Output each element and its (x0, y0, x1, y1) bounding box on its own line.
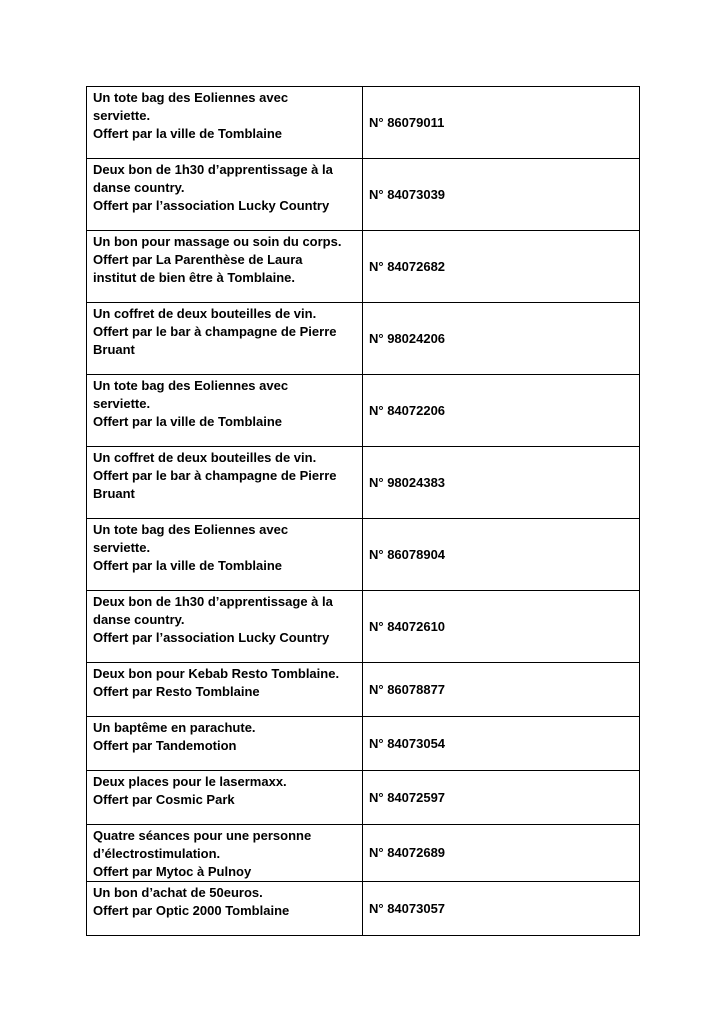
prize-description-cell (87, 717, 363, 771)
prize-description-line: Offert par le bar à champagne de Pierre (93, 324, 337, 339)
prize-description-line: Un baptême en parachute. (93, 720, 256, 735)
prize-description (87, 303, 362, 359)
prize-description (87, 882, 362, 920)
prize-description-line: institut de bien être à Tomblaine. (93, 270, 296, 285)
prize-row (87, 303, 640, 375)
prize-description-cell (87, 771, 363, 825)
prize-description-line: Un coffret de deux bouteilles de vin. (93, 450, 317, 465)
prize-description-cell (87, 825, 363, 882)
prize-description-cell (87, 231, 363, 303)
prize-description (87, 87, 362, 143)
prize-number-cell (363, 375, 640, 447)
prize-table-body (87, 87, 640, 936)
prize-description-line: danse country. (93, 612, 185, 627)
prize-description-cell (87, 447, 363, 519)
prize-number-cell (363, 825, 640, 882)
prize-row (87, 231, 640, 303)
prize-description-line: Deux bon de 1h30 d’apprentissage à la (93, 162, 333, 177)
prize-number-cell (363, 159, 640, 231)
prize-description-line: d’électrostimulation. (93, 846, 221, 861)
prize-description-cell (87, 519, 363, 591)
prize-number-cell (363, 717, 640, 771)
prize-description-line: Un coffret de deux bouteilles de vin. (93, 306, 317, 321)
prize-ticket-number: N° 84072689 (369, 845, 446, 860)
prize-ticket-number: N° 98024206 (369, 330, 446, 346)
prize-description-line: Un bon pour massage ou soin du corps. (93, 234, 342, 249)
prize-ticket-number: N° 86078904 (369, 546, 446, 562)
prize-number-cell (363, 519, 640, 591)
prize-description-line: Deux places pour le lasermaxx. (93, 774, 287, 789)
prize-description-line: Offert par l’association Lucky Country (93, 630, 330, 645)
prize-description-line: Offert par la ville de Tomblaine (93, 558, 283, 573)
prize-description-cell (87, 87, 363, 159)
prize-description-cell (87, 663, 363, 717)
prize-row (87, 717, 640, 771)
prize-description-line: Un tote bag des Eoliennes avec (93, 378, 289, 393)
prize-number-cell (363, 771, 640, 825)
prize-number-cell (363, 87, 640, 159)
prize-number-cell (363, 447, 640, 519)
prize-number-cell (363, 231, 640, 303)
prize-row (87, 447, 640, 519)
prize-description-line: Un bon d’achat de 50euros. (93, 885, 263, 900)
prize-description (87, 375, 362, 431)
prize-description (87, 591, 362, 647)
prize-description-line: Un tote bag des Eoliennes avec (93, 522, 289, 537)
prize-description-line: serviette. (93, 540, 151, 555)
prize-description-line: serviette. (93, 396, 151, 411)
prize-description-line: Quatre séances pour une personne (93, 828, 312, 843)
prize-row (87, 591, 640, 663)
prize-description-cell (87, 303, 363, 375)
prize-ticket-number: N° 84073054 (369, 735, 446, 751)
prize-description (87, 159, 362, 215)
prize-description-line: Offert par l’association Lucky Country (93, 198, 330, 213)
prize-description-line: Offert par Cosmic Park (93, 792, 235, 807)
prize-row (87, 663, 640, 717)
prize-row (87, 519, 640, 591)
prize-number-cell (363, 303, 640, 375)
prize-description (87, 771, 362, 809)
prize-row (87, 771, 640, 825)
prize-description-cell (87, 591, 363, 663)
prize-description-line: Offert par la ville de Tomblaine (93, 414, 283, 429)
prize-description (87, 717, 362, 755)
prize-description-line: Offert par Resto Tomblaine (93, 684, 260, 699)
prize-description-line: Offert par Mytoc à Pulnoy (93, 864, 252, 879)
prize-number-cell (363, 591, 640, 663)
prize-description-line: Bruant (93, 342, 135, 357)
prize-description (87, 663, 362, 701)
prize-row (87, 87, 640, 159)
prize-ticket-number: N° 98024383 (369, 474, 446, 490)
prize-description-line: Deux bon pour Kebab Resto Tomblaine. (93, 666, 340, 681)
prize-ticket-number: N° 84072206 (369, 402, 446, 418)
prize-description (87, 519, 362, 575)
prize-description-cell (87, 375, 363, 447)
prize-description-line: Offert par la ville de Tomblaine (93, 126, 283, 141)
prize-description-line: Offert par La Parenthèse de Laura (93, 252, 303, 267)
prize-ticket-number: N° 84073057 (369, 900, 446, 916)
prize-ticket-number: N° 84073039 (369, 186, 446, 202)
prize-number-cell (363, 882, 640, 936)
prize-table (86, 86, 640, 936)
prize-description-line: serviette. (93, 108, 151, 123)
prize-ticket-number: N° 84072610 (369, 618, 446, 634)
prize-description-cell (87, 159, 363, 231)
prize-number-cell (363, 663, 640, 717)
prize-description-line: danse country. (93, 180, 185, 195)
prize-description-cell (87, 882, 363, 936)
prize-description (87, 231, 362, 287)
prize-description-line: Offert par le bar à champagne de Pierre (93, 468, 337, 483)
prize-description-line: Bruant (93, 486, 135, 501)
prize-description (87, 825, 362, 881)
prize-row (87, 159, 640, 231)
prize-ticket-number: N° 86079011 (369, 114, 445, 130)
prize-row (87, 882, 640, 936)
prize-description-line: Un tote bag des Eoliennes avec (93, 90, 289, 105)
prize-row (87, 825, 640, 882)
prize-row (87, 375, 640, 447)
prize-ticket-number: N° 84072682 (369, 258, 446, 274)
prize-ticket-number: N° 84072597 (369, 789, 446, 805)
prize-description-line: Offert par Optic 2000 Tomblaine (93, 903, 290, 918)
prize-ticket-number: N° 86078877 (369, 681, 446, 697)
prize-description-line: Offert par Tandemotion (93, 738, 237, 753)
prize-description-line: Deux bon de 1h30 d’apprentissage à la (93, 594, 333, 609)
prize-description (87, 447, 362, 503)
